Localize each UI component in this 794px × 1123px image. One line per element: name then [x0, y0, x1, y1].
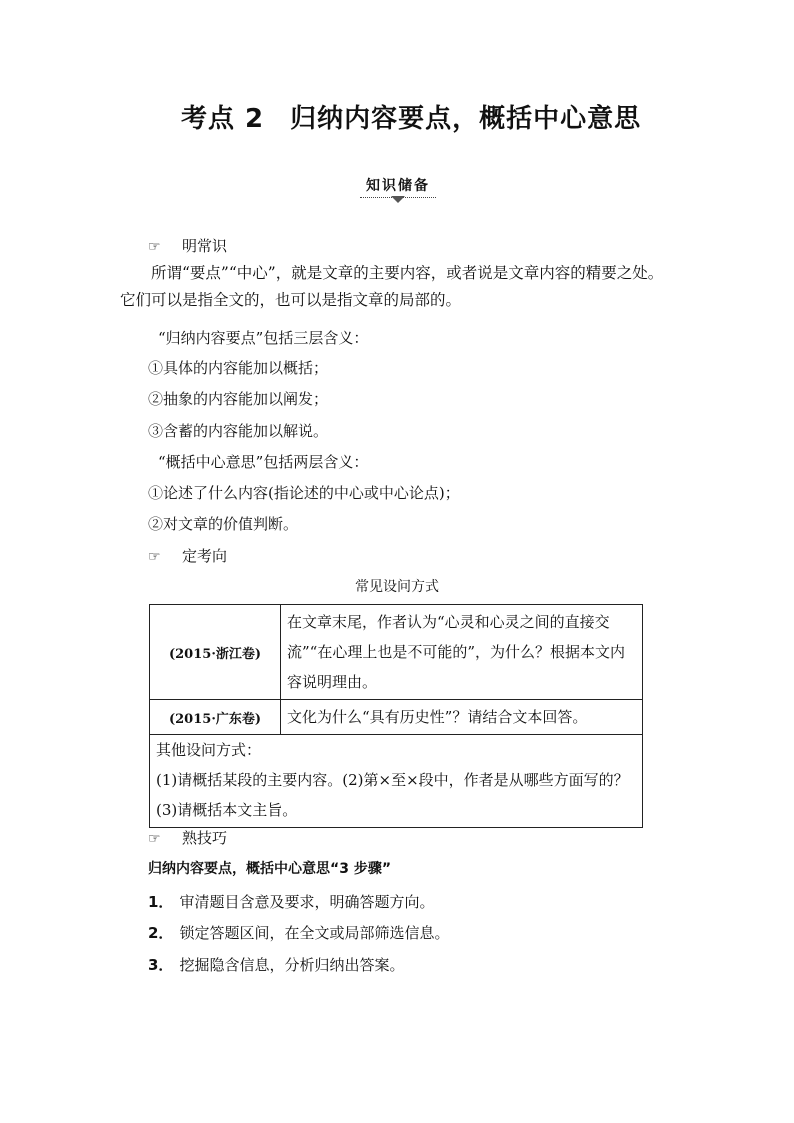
triangle-down-icon — [391, 196, 405, 203]
text-line: ③含蓄的内容能加以解说。 — [148, 422, 329, 440]
subsection-skills: ☞ 熟技巧 — [148, 829, 228, 847]
title-number: 考点 2 — [181, 104, 265, 134]
other-questions-cell: 其他设问方式： (1)请概括某段的主要内容。(2)第×至×段中，作者是从哪些方面写的？ (3)请概括本文主旨。 — [150, 735, 643, 828]
list-item: 3． 挖掘隐含信息，分析归纳出答案。 — [148, 956, 405, 974]
intro-paragraph: 所谓“要点”“中心”，就是文章的主要内容，或者说是文章内容的精要之处。它们可以是指全文的，也可以是指文章的局部的。 — [120, 264, 664, 309]
question-table — [149, 604, 643, 828]
pointing-hand-icon: ☞ — [148, 831, 161, 847]
table-caption: 常见设问方式 — [355, 579, 439, 595]
text-line: “概括中心意思”包括两层含义： — [158, 453, 369, 471]
list-item: 1． 审清题目含意及要求，明确答题方向。 — [148, 893, 435, 911]
pointing-hand-icon: ☞ — [148, 239, 161, 255]
question-cell: 文化为什么“具有历史性”？请结合文本回答。 — [281, 700, 643, 735]
subsection-common-knowledge: ☞ 明常识 — [148, 237, 228, 255]
steps-title: 归纳内容要点，概括中心意思“3 步骤” — [148, 861, 392, 877]
table-row — [150, 700, 643, 735]
subsection-exam-direction: ☞ 定考向 — [148, 547, 228, 565]
pointing-hand-icon: ☞ — [148, 549, 161, 565]
title-text: 归纳内容要点，概括中心意思 — [290, 104, 642, 134]
list-item: 2． 锁定答题区间，在全文或局部筛选信息。 — [148, 924, 450, 942]
table-row — [150, 605, 643, 700]
text-line: ②抽象的内容能加以阐发； — [148, 390, 329, 408]
text-line: “归纳内容要点”包括三层含义： — [158, 329, 369, 347]
knowledge-section-heading: 知识储备 — [360, 175, 436, 198]
page-title — [0, 98, 794, 135]
table-row — [150, 735, 643, 828]
text-line: ②对文章的价值判断。 — [148, 515, 299, 533]
text-line: ①论述了什么内容(指论述的中心或中心论点)； — [148, 484, 460, 502]
source-cell: (2015·浙江卷) — [150, 605, 281, 700]
source-cell: (2015·广东卷) — [150, 700, 281, 735]
question-cell: 在文章末尾，作者认为“心灵和心灵之间的直接交流”“在心理上也是不可能的”，为什么？根据本文内容说明理由。 — [281, 605, 643, 700]
text-line: ①具体的内容能加以概括； — [148, 359, 329, 377]
